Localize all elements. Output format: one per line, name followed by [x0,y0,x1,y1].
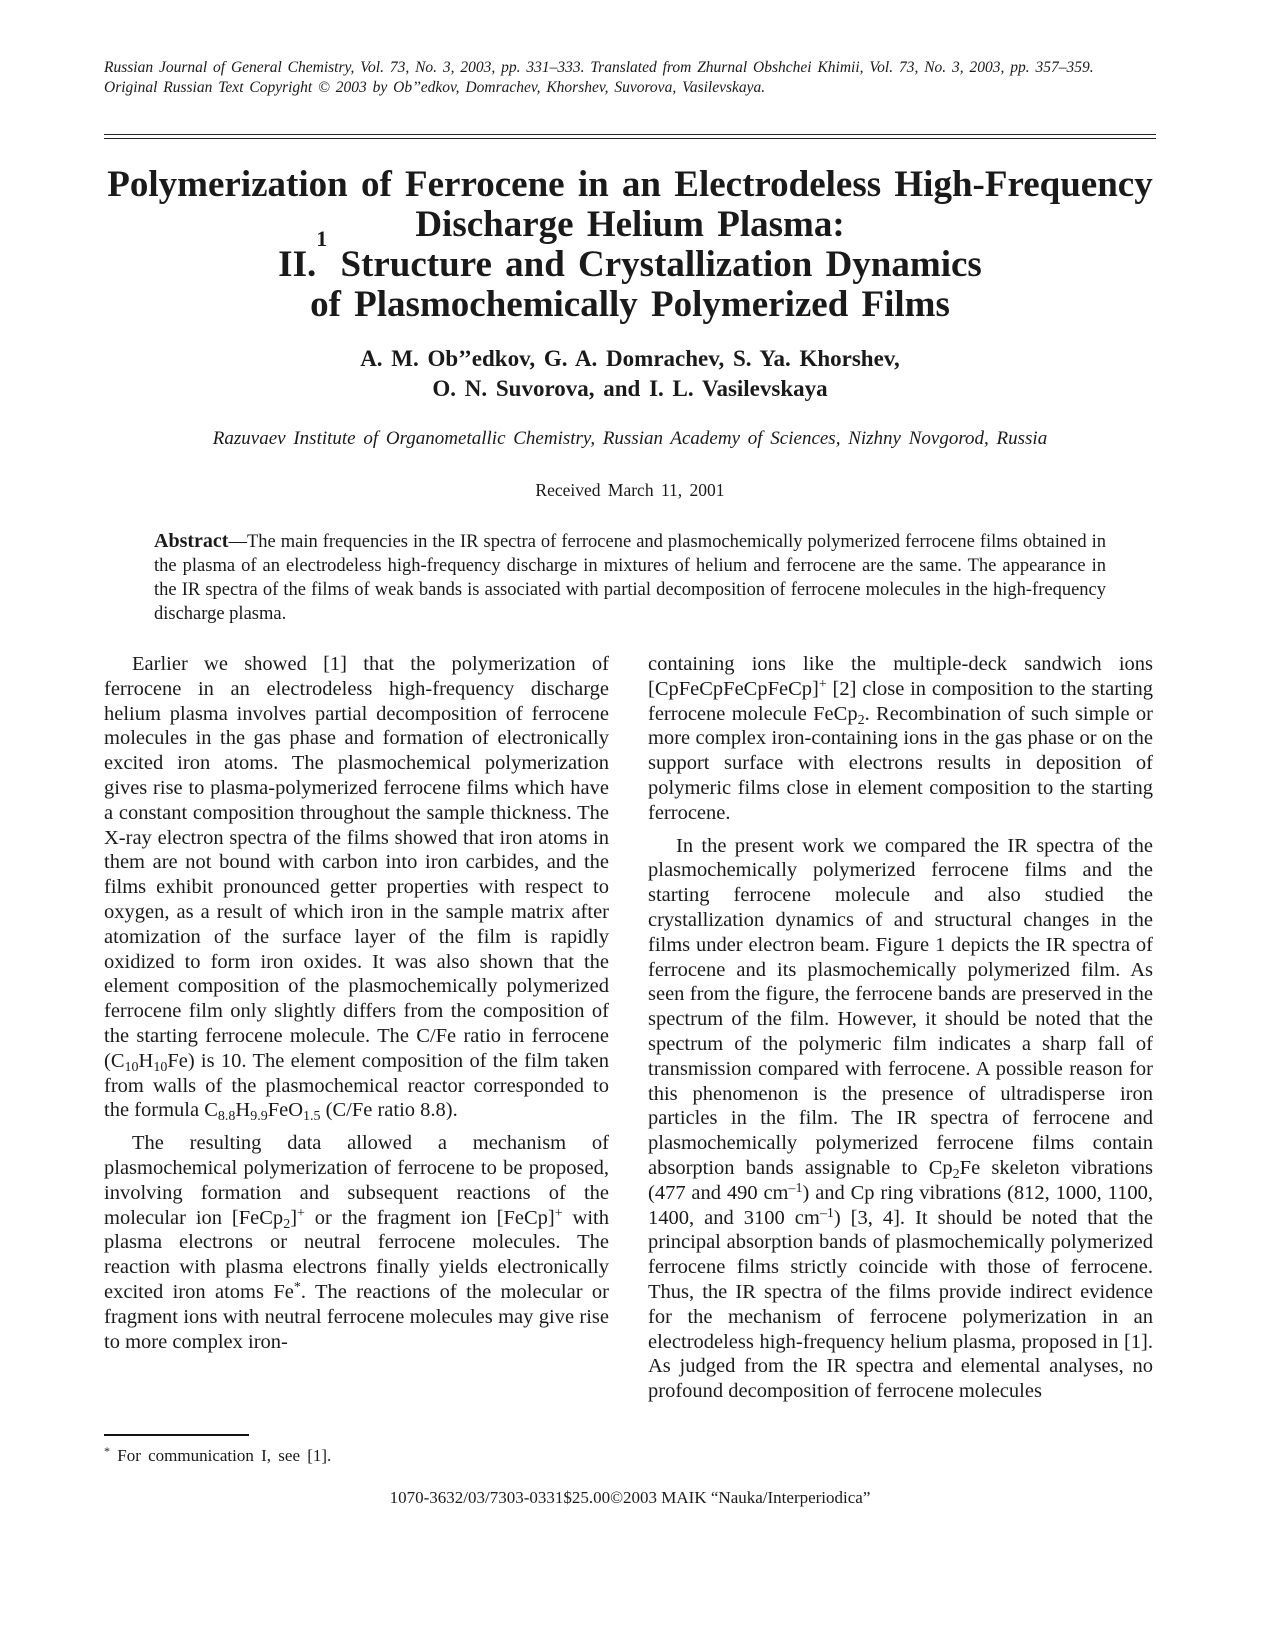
journal-header [104,58,1156,98]
header-rule [104,134,1156,139]
body-column-left [104,652,609,1354]
title-footnote-ref: 1 [316,226,328,251]
issn-footer: 1070-3632/03/7303-0331$25.00©2003 MAIK “Nauka/Interperiodica” [389,1488,871,1507]
body-paragraph: In the present work we compared the IR spectra of the plasmochemically polymerized ferrocene films and the starting ferrocene molecule and also studied the crystallization dynamics of and structural changes in the films under electron beam. Figure 1 depicts the IR spectra of ferrocene and its plasmochemically polymerized film. As seen from the figure, the ferrocene bands are preserved in the spectrum of the film. However, it should be noted that the spectrum of the polymeric film indicates a sharp fall of transmission compared with ferrocene. A possible reason for this phenomenon is the presence of ultradisperse iron particles in the film. The IR spectra of ferrocene and plasmochemically polymerized ferrocene films contain absorption bands assignable to $Cp_2Fe$ skeleton vibrations (477 and 490 $cm^{-1}$) and Cp ring vibrations (812, 1000, 1100, 1400, and 3100 $cm^{-1}$) [3, 4]. It should be noted that the principal absorption bands of plasmochemically polymerized ferrocene films strictly coincide with those of ferrocene. Thus, the IR spectra of the films provide indirect evidence for the mechanism of ferrocene polymerization in an electrodeless high-frequency helium plasma, proposed in [1]. As judged from the IR spectra and elemental analyses, no profound decomposition of ferrocene molecules [648,834,1153,1403]
authors-line-2: O. N. Suvorova, and I. L. Vasilevskaya [432,376,828,401]
footnote-rule [104,1434,249,1436]
title-line-4: of Plasmochemically Polymerized Films [310,284,950,325]
copyright-line: Original Russian Text Copyright © 2003 by Ob’’edkov, Domrachev, Khorshev, Suvorova, Vasilevskaya. [104,79,766,96]
body-paragraph: containing ions like the multiple-deck sandwich ions [CpFeCpFeCpFeCp]+ [2] close in composition to the starting ferrocene molecule FeCp$_2$. Recombination of such simple or more complex iron-containing ions in the gas phase or on the support surface with electrons results in deposition of polymeric films close in element composition to the starting ferrocene. [648,653,1153,824]
body-column-right [648,652,1153,1404]
author-list [104,344,1156,404]
affiliation: Razuvaev Institute of Organometallic Chemistry, Russian Academy of Sciences, Nizhny Novgorod, Russia [212,428,1048,449]
body-paragraph: The resulting data allowed a mechanism of plasmochemical polymerization of ferrocene to be proposed, involving formation and subsequent reactions of the molecular ion [FeCp$_2$]+ or the fragment ion [FeCp]+ with plasma electrons or neutral ferrocene molecules. The reaction with plasma electrons finally yields electronically excited iron atoms Fe*. The reactions of the molecular or fragment ions with neutral ferrocene molecules may give rise to more complex iron- [104,1132,610,1353]
abstract-label: Abstract [154,530,229,552]
received-date: Received March 11, 2001 [535,480,725,500]
journal-citation: Russian Journal of General Chemistry, Vol. 73, No. 3, 2003, pp. 331–333. Translated from Zhurnal Obshchei Khimii, Vol. 73, No. 3, 2003, pp. 357–359. [104,59,1094,76]
authors-line-1: A. M. Ob’’edkov, G. A. Domrachev, S. Ya. Khorshev, [360,346,900,371]
footnote: * For communication I, see [1]. [104,1444,332,1465]
title-line-1: Polymerization of Ferrocene in an Electrodeless High-Frequency [107,164,1153,205]
title-line-3: II.$^1$ Structure and Crystallization Dynamics [278,226,982,285]
abstract: Abstract—The main frequencies in the IR spectra of ferrocene and plasmochemically polymerized ferrocene films obtained in the plasma of an electrodeless high-frequency discharge in mixtures of helium and ferrocene are the same. The appearance in the IR spectra of the films of weak bands is associated with partial decomposition of ferrocene molecules in the high-frequency discharge plasma. [154,530,1106,624]
paper-title [104,165,1156,325]
footnote-mark: * [104,1444,110,1458]
title-line-2: Discharge Helium Plasma: [415,204,845,245]
abstract-text: The main frequencies in the IR spectra of ferrocene and plasmochemically polymerized ferrocene films obtained in the plasma of an electrodeless high-frequency discharge in mixtures of helium and ferrocene are the same. The appearance in the IR spectra of the films of weak bands is associated with partial decomposition of ferrocene molecules in the high-frequency discharge plasma. [154,532,1106,624]
body-paragraph: Earlier we showed [1] that the polymerization of ferrocene in an electrodeless high-frequency discharge helium plasma involves partial decomposition of ferrocene molecules in the gas phase and formation of electronically excited iron atoms. The plasmochemical polymerization gives rise to plasma-polymerized ferrocene films which have a constant composition throughout the sample thickness. The X-ray electron spectra of the films showed that iron atoms in them are not bound with carbon into iron carbides, and the films exhibit pronounced getter properties with respect to oxygen, as a result of which iron in the sample matrix after atomization of the surface layer of the film is rapidly oxidized to form iron oxides. It was also shown that the element composition of the plasmochemically polymerized ferrocene film only slightly differs from the composition of the starting ferrocene molecule. The C/Fe ratio in ferrocene $(C_{10}H_{10}Fe)$ is 10. The element composition of the film taken from walls of the plasmochemical reactor corresponded to the formula $C_{8.8}H_{9.9}FeO_{1.5}$ (C/Fe ratio 8.8). [104,653,609,1125]
